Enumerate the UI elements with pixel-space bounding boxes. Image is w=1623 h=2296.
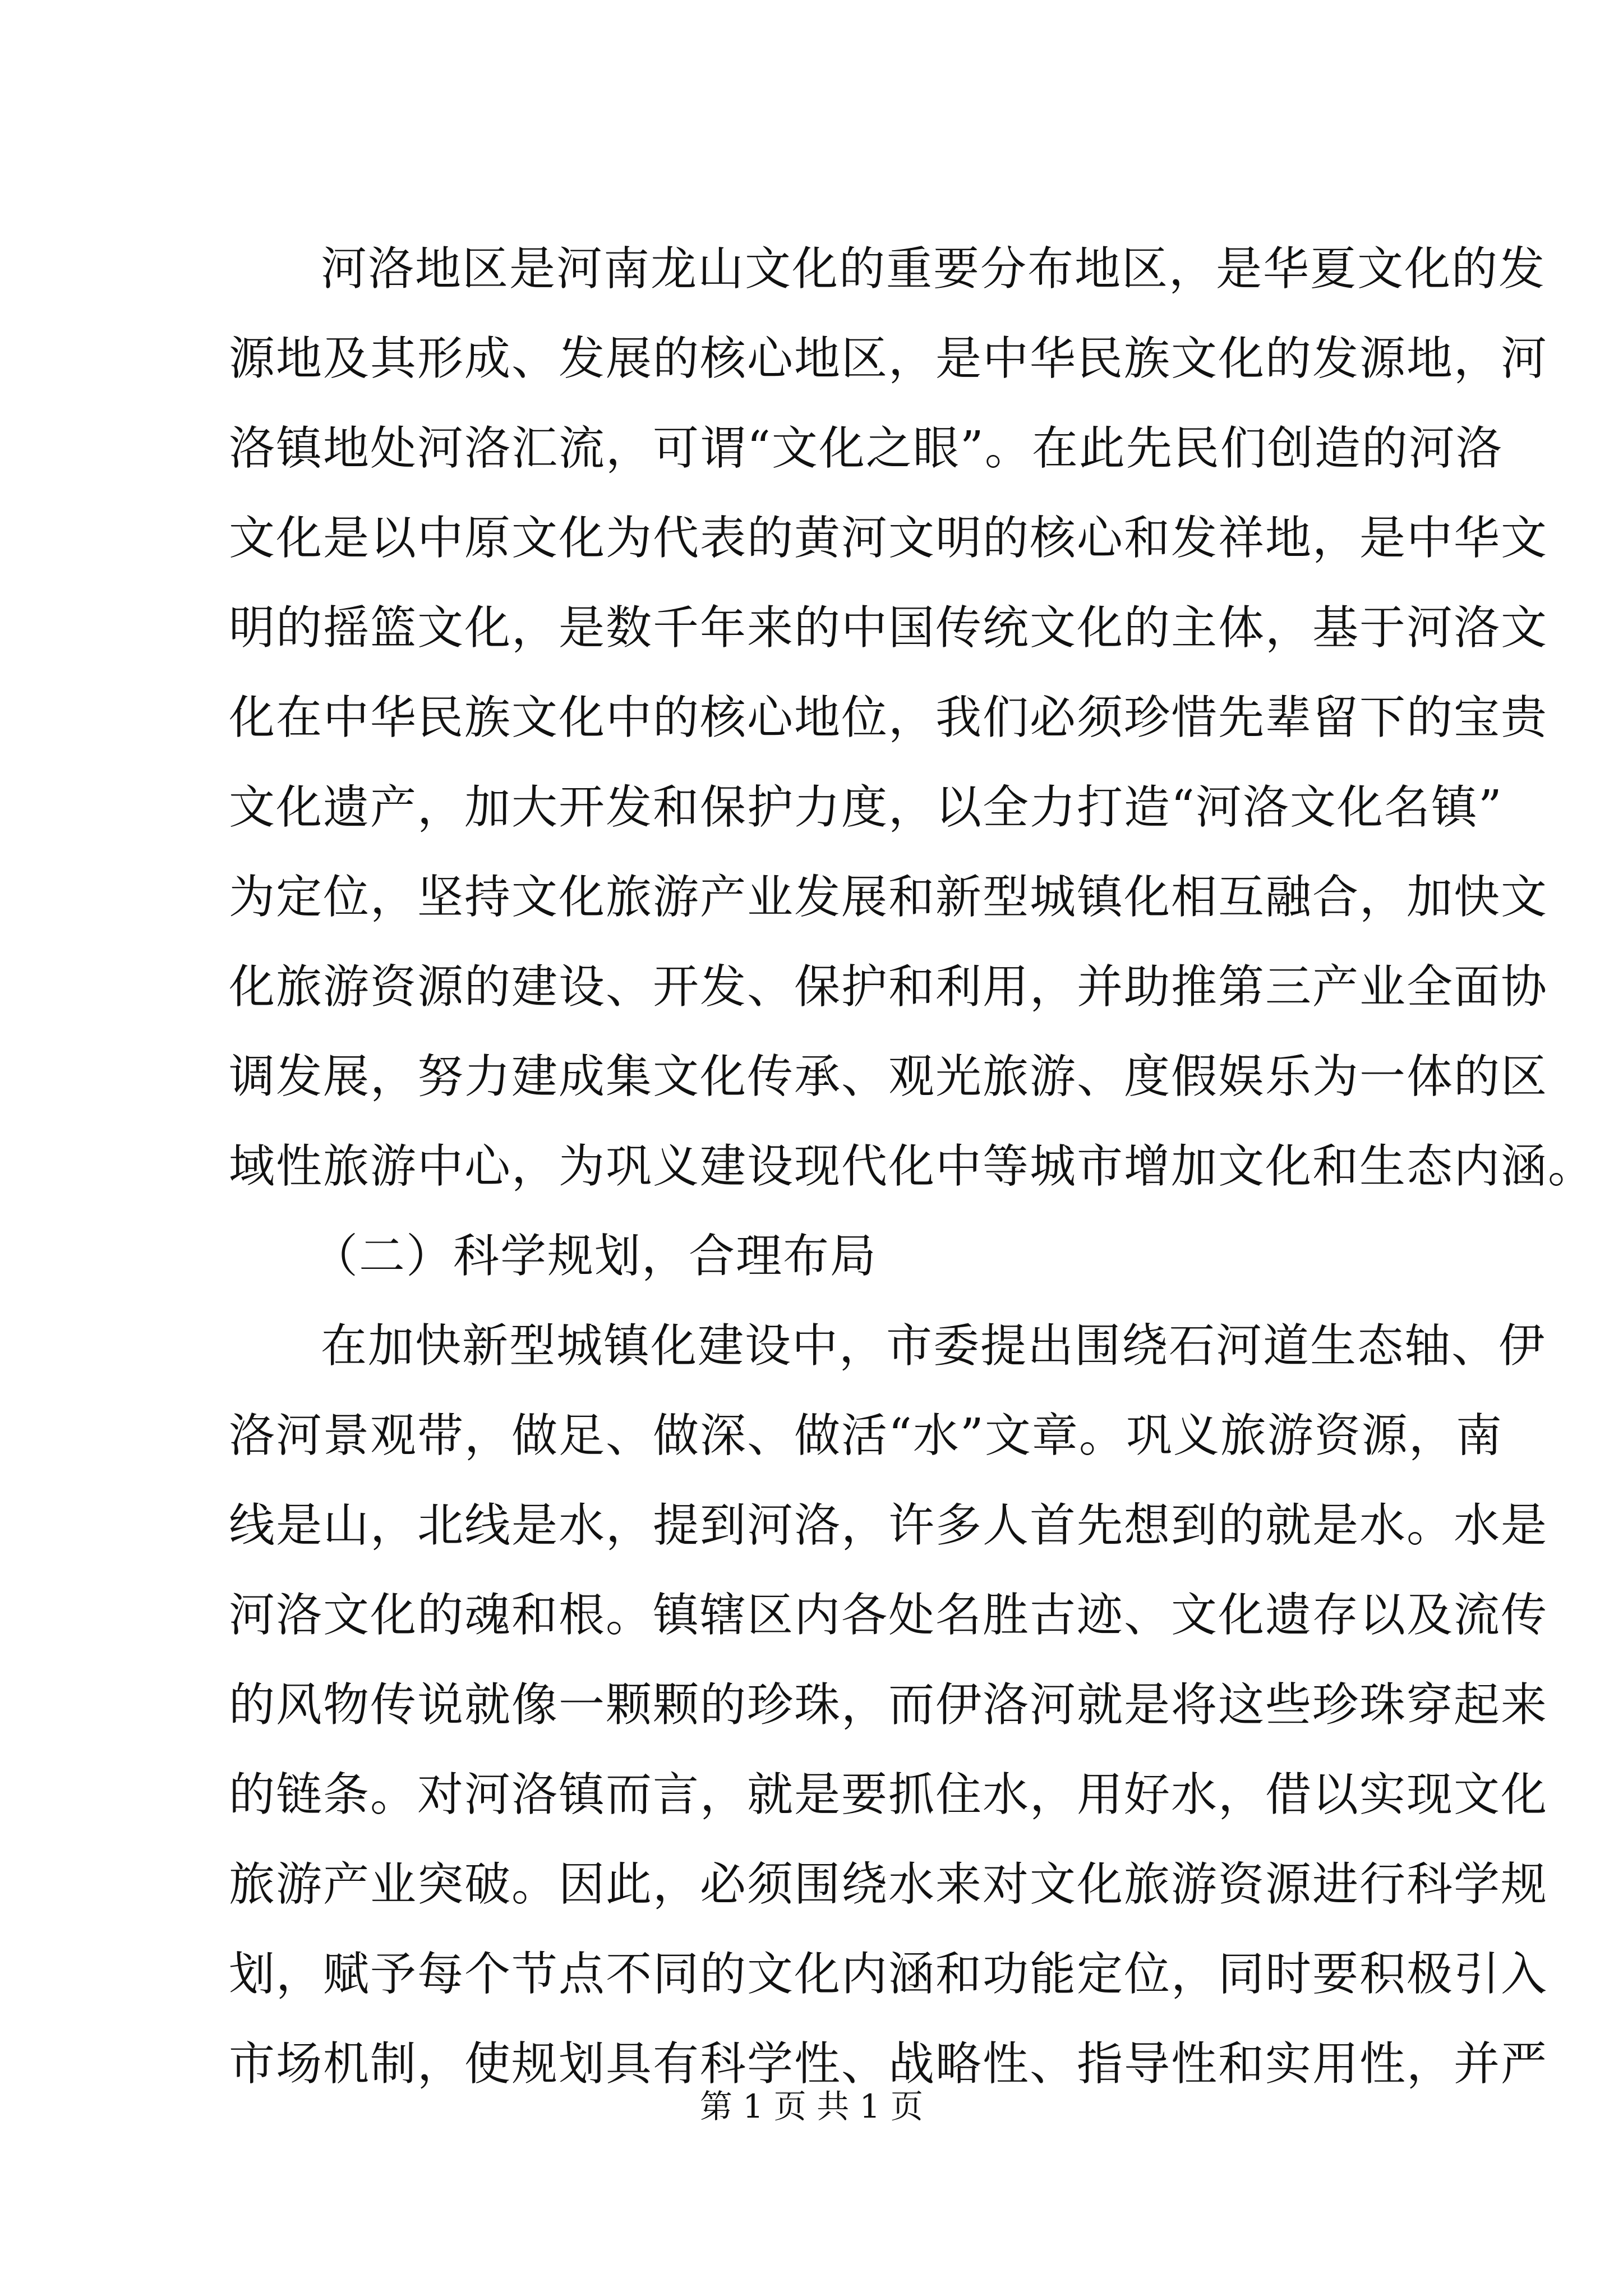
paragraph-line: 源地及其形成、发展的核心地区，是中华民族文化的发源地，河 <box>229 332 1548 385</box>
paragraph-line: 化在中华民族文化中的核心地位，我们必须珍惜先辈留下的宝贵 <box>229 691 1548 744</box>
paragraph-line: 化旅游资源的建设、开发、保护和利用，并助推第三产业全面协 <box>229 960 1548 1014</box>
paragraph-line: 市场机制，使规划具有科学性、战略性、指导性和实用性，并严 <box>229 2037 1548 2091</box>
paragraph-line: 在加快新型城镇化建设中，市委提出围绕石河道生态轴、伊 <box>321 1319 1546 1373</box>
paragraph-line: 洛镇地处河洛汇流，可谓“文化之眼”。在此先民们创造的河洛 <box>229 422 1503 475</box>
paragraph-line: 的链条。对河洛镇而言，就是要抓住水，用好水，借以实现文化 <box>229 1768 1548 1821</box>
paragraph-line: 文化是以中原文化为代表的黄河文明的核心和发祥地，是中华文 <box>229 512 1548 565</box>
page-footer: 第 1 页 共 1 页 <box>700 2087 923 2125</box>
paragraph-line: 调发展，努力建成集文化传承、观光旅游、度假娱乐为一体的区 <box>229 1050 1548 1103</box>
paragraph-line: 明的摇篮文化，是数千年来的中国传统文化的主体，基于河洛文 <box>229 601 1548 655</box>
paragraph-line: 旅游产业突破。因此，必须围绕水来对文化旅游资源进行科学规 <box>229 1858 1548 1911</box>
paragraph-line: 为定位，坚持文化旅游产业发展和新型城镇化相互融合，加快文 <box>229 871 1548 924</box>
document-body <box>229 224 1596 2109</box>
paragraph-line: 文化遗产，加大开发和保护力度，以全力打造“河洛文化名镇” <box>229 781 1503 834</box>
paragraph-line: 划，赋予每个节点不同的文化内涵和功能定位，同时要积极引入 <box>229 1948 1548 2001</box>
paragraph-line: 线是山，北线是水，提到河洛，许多人首先想到的就是水。水是 <box>229 1499 1548 1552</box>
paragraph-line: 域性旅游中心，为巩义建设现代化中等城市增加文化和生态内涵。 <box>229 1140 1596 1193</box>
section-heading: （二）科学规划，合理布局 <box>312 1230 878 1283</box>
paragraph-line: 洛河景观带，做足、做深、做活“水”文章。巩义旅游资源，南 <box>229 1409 1503 1462</box>
paragraph-line: 的风物传说就像一颗颗的珍珠，而伊洛河就是将这些珍珠穿起来 <box>229 1678 1548 1732</box>
paragraph-line: 河洛文化的魂和根。镇辖区内各处名胜古迹、文化遗存以及流传 <box>229 1589 1548 1642</box>
paragraph-line: 河洛地区是河南龙山文化的重要分布地区，是华夏文化的发 <box>321 242 1546 296</box>
